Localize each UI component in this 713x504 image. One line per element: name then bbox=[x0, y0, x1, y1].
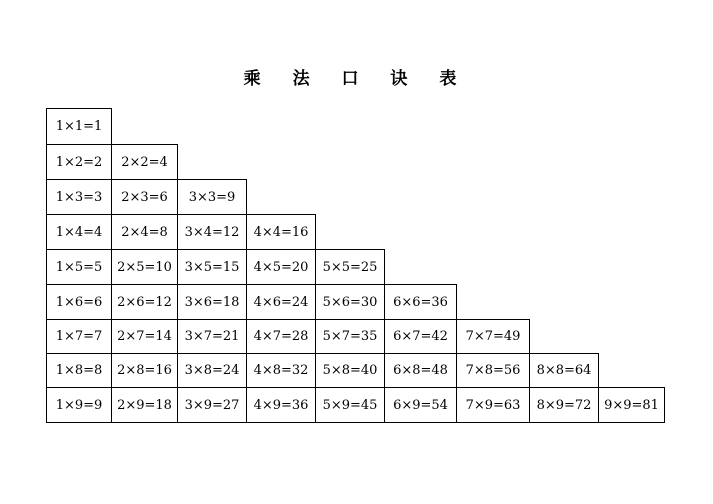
table-cell: 1×6=6 bbox=[46, 284, 112, 320]
table-cell: 4×8=32 bbox=[246, 353, 316, 388]
table-cell: 4×5=20 bbox=[246, 249, 316, 285]
table-cell: 5×7=35 bbox=[315, 319, 385, 354]
table-cell: 2×6=12 bbox=[111, 284, 178, 320]
table-cell: 1×2=2 bbox=[46, 144, 112, 180]
table-cell: 2×5=10 bbox=[111, 249, 178, 285]
table-cell: 3×9=27 bbox=[177, 387, 247, 423]
table-cell: 5×9=45 bbox=[315, 387, 385, 423]
table-cell: 7×7=49 bbox=[456, 319, 530, 354]
table-cell: 1×4=4 bbox=[46, 214, 112, 250]
table-cell: 6×7=42 bbox=[384, 319, 457, 354]
table-cell: 6×6=36 bbox=[384, 284, 457, 320]
table-cell: 3×5=15 bbox=[177, 249, 247, 285]
table-cell: 1×9=9 bbox=[46, 387, 112, 423]
table-cell: 5×8=40 bbox=[315, 353, 385, 388]
table-cell: 1×3=3 bbox=[46, 179, 112, 215]
table-cell: 8×8=64 bbox=[529, 353, 599, 388]
table-cell: 3×3=9 bbox=[177, 179, 247, 215]
table-cell: 2×3=6 bbox=[111, 179, 178, 215]
table-cell: 1×1=1 bbox=[46, 108, 112, 145]
table-cell: 6×8=48 bbox=[384, 353, 457, 388]
table-cell: 9×9=81 bbox=[598, 387, 665, 423]
table-cell: 5×6=30 bbox=[315, 284, 385, 320]
table-cell: 4×6=24 bbox=[246, 284, 316, 320]
table-cell: 2×9=18 bbox=[111, 387, 178, 423]
table-cell: 4×7=28 bbox=[246, 319, 316, 354]
table-cell: 1×5=5 bbox=[46, 249, 112, 285]
table-cell: 3×6=18 bbox=[177, 284, 247, 320]
table-cell: 4×9=36 bbox=[246, 387, 316, 423]
table-cell: 2×7=14 bbox=[111, 319, 178, 354]
table-cell: 3×7=21 bbox=[177, 319, 247, 354]
page-title: 乘 法 口 诀 表 bbox=[243, 69, 470, 89]
table-cell: 5×5=25 bbox=[315, 249, 385, 285]
table-cell: 1×7=7 bbox=[46, 319, 112, 354]
table-cell: 2×8=16 bbox=[111, 353, 178, 388]
table-cell: 1×8=8 bbox=[46, 353, 112, 388]
table-cell: 4×4=16 bbox=[246, 214, 316, 250]
table-cell: 3×4=12 bbox=[177, 214, 247, 250]
table-cell: 2×4=8 bbox=[111, 214, 178, 250]
table-cell: 3×8=24 bbox=[177, 353, 247, 388]
table-cell: 2×2=4 bbox=[111, 144, 178, 180]
table-cell: 7×8=56 bbox=[456, 353, 530, 388]
table-cell: 7×9=63 bbox=[456, 387, 530, 423]
table-cell: 6×9=54 bbox=[384, 387, 457, 423]
table-cell: 8×9=72 bbox=[529, 387, 599, 423]
